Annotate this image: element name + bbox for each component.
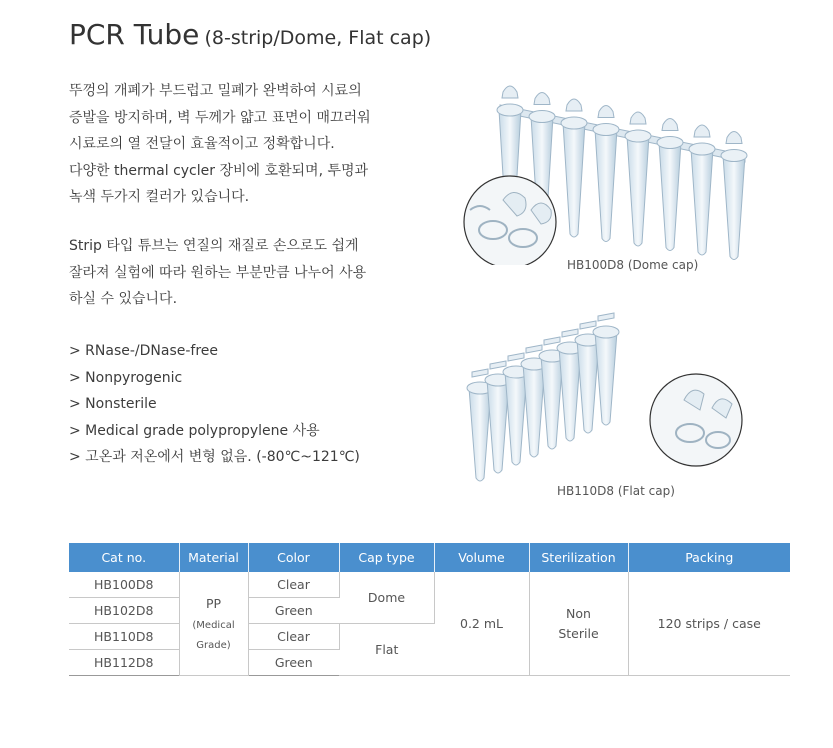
text-line: Strip 타입 튜브는 연질의 재질로 손으로도 쉽게 bbox=[69, 238, 359, 254]
packing-cell: 120 strips / case bbox=[628, 572, 790, 676]
header-cat-no: Cat no. bbox=[69, 543, 179, 572]
header-volume: Volume bbox=[434, 543, 529, 572]
feature-item: > Medical grade polypropylene 사용 bbox=[69, 422, 320, 439]
header-cap-type: Cap type bbox=[339, 543, 434, 572]
text-line: 증발을 방지하며, 벽 두께가 얇고 표면이 매끄러워 bbox=[69, 109, 371, 126]
text-line: 잘라져 실험에 따라 원하는 부분만큼 나누어 사용 bbox=[69, 264, 367, 281]
feature-list bbox=[69, 338, 360, 471]
cat-no-cell: HB110D8 bbox=[69, 624, 179, 650]
cat-no-cell: HB100D8 bbox=[69, 572, 179, 598]
material-main: PP bbox=[205, 595, 222, 611]
title-sub: (8-strip/Dome, Flat cap) bbox=[204, 27, 432, 49]
color-cell: Green bbox=[248, 598, 339, 624]
dome-tube-5 bbox=[625, 112, 651, 246]
material-note-2: Grade) bbox=[196, 639, 231, 651]
text-line: 뚜껑의 개폐가 부드럽고 밀폐가 완벽하여 시료의 bbox=[69, 83, 362, 99]
feature-item: > Nonpyrogenic bbox=[69, 369, 183, 386]
header-sterilization: Sterilization bbox=[529, 543, 628, 572]
dome-cap-caption: HB100D8 (Dome cap) bbox=[567, 258, 699, 272]
dome-tube-8 bbox=[721, 132, 747, 260]
dome-tube-4 bbox=[593, 106, 619, 242]
feature-item: > 고온과 저온에서 변형 없음. (-80℃~121℃) bbox=[69, 449, 360, 465]
page-title bbox=[69, 18, 431, 51]
color-cell: Clear bbox=[248, 624, 339, 650]
header-color: Color bbox=[248, 543, 339, 572]
cat-no-cell: HB102D8 bbox=[69, 598, 179, 624]
header-packing: Packing bbox=[628, 543, 790, 572]
material-cell bbox=[179, 572, 248, 676]
cap-type-cell: Flat bbox=[339, 624, 434, 676]
feature-item: > RNase-/DNase-free bbox=[69, 343, 219, 359]
sterilization-line-1: Non bbox=[566, 605, 591, 621]
text-line: 녹색 두가지 컬러가 있습니다. bbox=[69, 189, 250, 205]
flat-cap-caption: HB110D8 (Flat cap) bbox=[557, 484, 675, 498]
table-header-row bbox=[69, 543, 790, 572]
dome-tube-6 bbox=[657, 119, 683, 251]
text-line: 다양한 thermal cycler 장비에 호환되며, 투명과 bbox=[69, 162, 369, 179]
material-note-1: (Medical bbox=[192, 619, 235, 631]
dome-tube-3 bbox=[561, 99, 587, 237]
color-cell: Clear bbox=[248, 572, 339, 598]
sterilization-cell bbox=[529, 572, 628, 676]
title-main: PCR Tube bbox=[69, 18, 200, 51]
text-line: 하실 수 있습니다. bbox=[69, 291, 178, 307]
volume-cell: 0.2 mL bbox=[434, 572, 529, 676]
header-material: Material bbox=[179, 543, 248, 572]
cap-type-cell: Dome bbox=[339, 572, 434, 624]
feature-item: > Nonsterile bbox=[69, 396, 157, 412]
spec-table bbox=[69, 543, 790, 676]
description-paragraph-1 bbox=[69, 78, 371, 211]
table-row bbox=[69, 572, 790, 598]
dome-cap-strip-image bbox=[455, 50, 785, 265]
description-paragraph-2 bbox=[69, 233, 366, 313]
flat-cap-strip-image bbox=[450, 308, 750, 483]
cat-no-cell: HB112D8 bbox=[69, 650, 179, 676]
text-line: 시료로의 열 전달이 효율적이고 정확합니다. bbox=[69, 136, 335, 152]
dome-tube-7 bbox=[689, 125, 715, 255]
color-cell: Green bbox=[248, 650, 339, 676]
sterilization-line-2: Sterile bbox=[558, 625, 599, 641]
